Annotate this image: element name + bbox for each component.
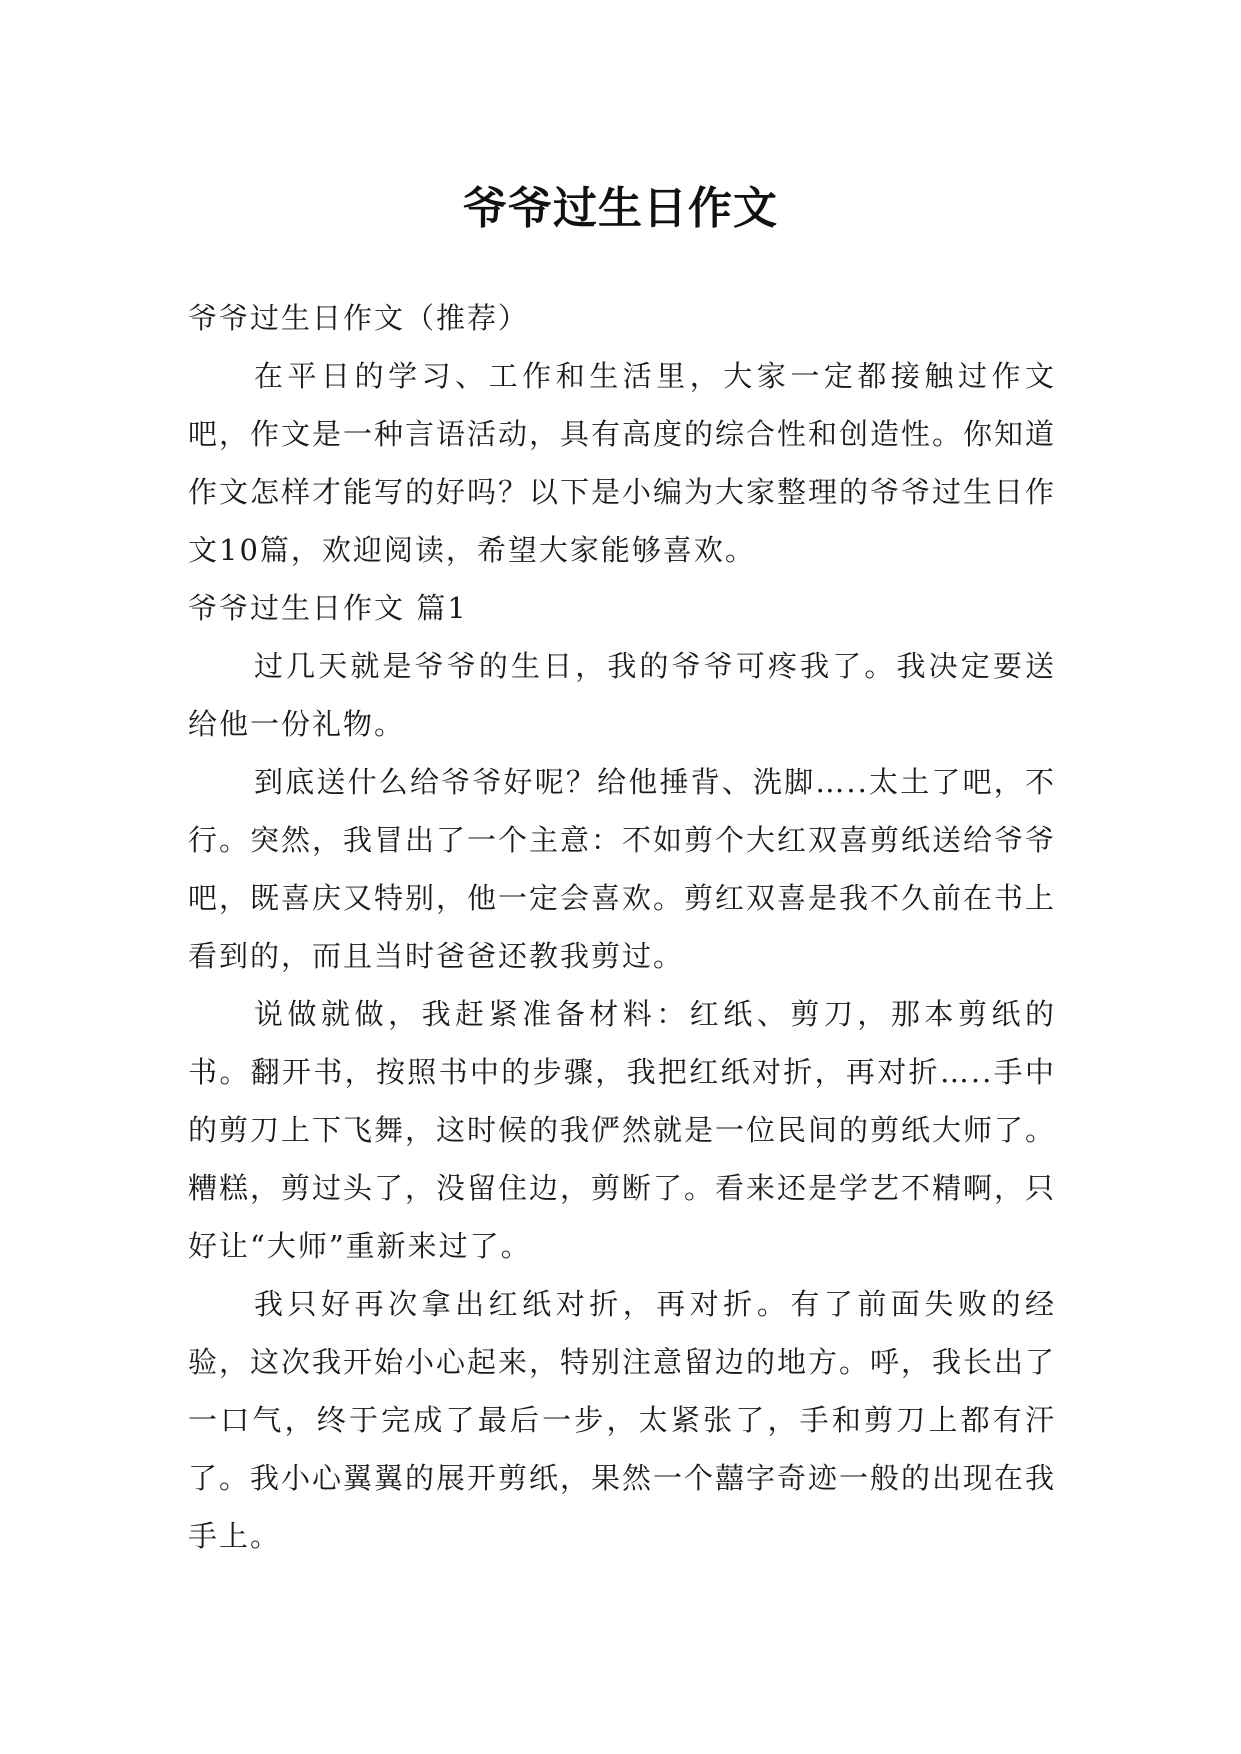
page-title: 爷爷过生日作文 xyxy=(463,183,778,235)
intro-paragraph: 在平日的学习、工作和生活里，大家一定都接触过作文吧，作文是一种言语活动，具有高度的综合性和创造性。你知道作文怎样才能写的好吗？以下是小编为大家整理的爷爷过生日作文10篇，欢迎阅读，希望大家能够喜欢。 xyxy=(188,359,1057,567)
section-heading: 爷爷过生日作文 篇1 xyxy=(188,591,468,625)
body-paragraph: 我只好再次拿出红纸对折，再对折。有了前面失败的经验，这次我开始小心起来，特别注意留边的地方。呼，我长出了一口气，终于完成了最后一步，太紧张了，手和剪刀上都有汗了。我小心翼翼的展开剪纸，果然一个囍字奇迹一般的出现在我手上。 xyxy=(188,1287,1057,1553)
document-body xyxy=(188,289,1056,1565)
body-paragraph: 到底送什么给爷爷好呢？给他捶背、洗脚…..太土了吧，不行。突然，我冒出了一个主意：不如剪个大红双喜剪纸送给爷爷吧，既喜庆又特别，他一定会喜欢。剪红双喜是我不久前在书上看到的，而且当时爸爸还教我剪过。 xyxy=(188,765,1057,973)
body-paragraph: 说做就做，我赶紧准备材料：红纸、剪刀，那本剪纸的书。翻开书，按照书中的步骤，我把红纸对折，再对折…..手中的剪刀上下飞舞，这时候的我俨然就是一位民间的剪纸大师了。糟糕，剪过头了，没留住边，剪断了。看来还是学艺不精啊，只好让“大师”重新来过了。 xyxy=(188,997,1057,1263)
body-paragraph: 过几天就是爷爷的生日，我的爷爷可疼我了。我决定要送给他一份礼物。 xyxy=(188,649,1056,741)
document-subtitle: 爷爷过生日作文（推荐） xyxy=(188,301,530,335)
